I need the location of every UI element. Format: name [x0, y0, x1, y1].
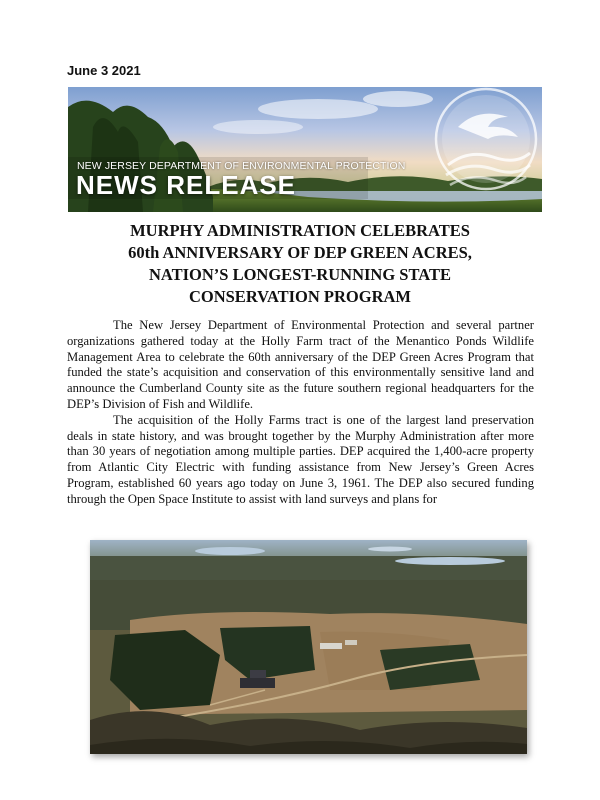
headline — [70, 220, 530, 308]
headline-line: MURPHY ADMINISTRATION CELEBRATES — [130, 221, 470, 240]
body-paragraph: The acquisition of the Holly Farms tract is one of the largest land preservation deals in state history, and was brought together by the Murphy Administration after more than 30 years of negotiation among multiple parties. DEP acquired the 1,400-acre property from Atlantic City Electric with funding assistance from New Jersey’s Green Acres Program, established 60 years ago today on June 3, 1961. The DEP also secured funding through the Open Space Institute to assist with land surveys and plans for — [67, 412, 534, 506]
release-date: June 3 2021 — [67, 63, 141, 78]
aerial-photo — [90, 540, 527, 754]
banner-title: NEWS RELEASE — [76, 170, 297, 200]
headline-line: NATION’S LONGEST-RUNNING STATE — [149, 265, 451, 284]
banner-department-name: NEW JERSEY DEPARTMENT OF ENVIRONMENTAL PROTECTION — [77, 160, 406, 172]
headline-line: CONSERVATION PROGRAM — [188, 287, 412, 306]
headline-line: 60th ANNIVERSARY OF DEP GREEN ACRES, — [128, 243, 472, 262]
body-paragraph: The New Jersey Department of Environmental Protection and several partner organizations gathered today at the Holly Farm tract of the Menantico Ponds Wildlife Management Area to celebrate the 60th anniversary of the DEP Green Acres Program that funded the state’s acquisition and conservation of this environmentally sensitive land and announce the Cumberland County site as the future southern regional headquarters for the DEP’s Division of Fish and Wildlife. — [67, 318, 534, 411]
news-release-banner — [68, 87, 542, 212]
aerial-landscape-image — [90, 540, 527, 754]
article-body — [67, 318, 534, 508]
